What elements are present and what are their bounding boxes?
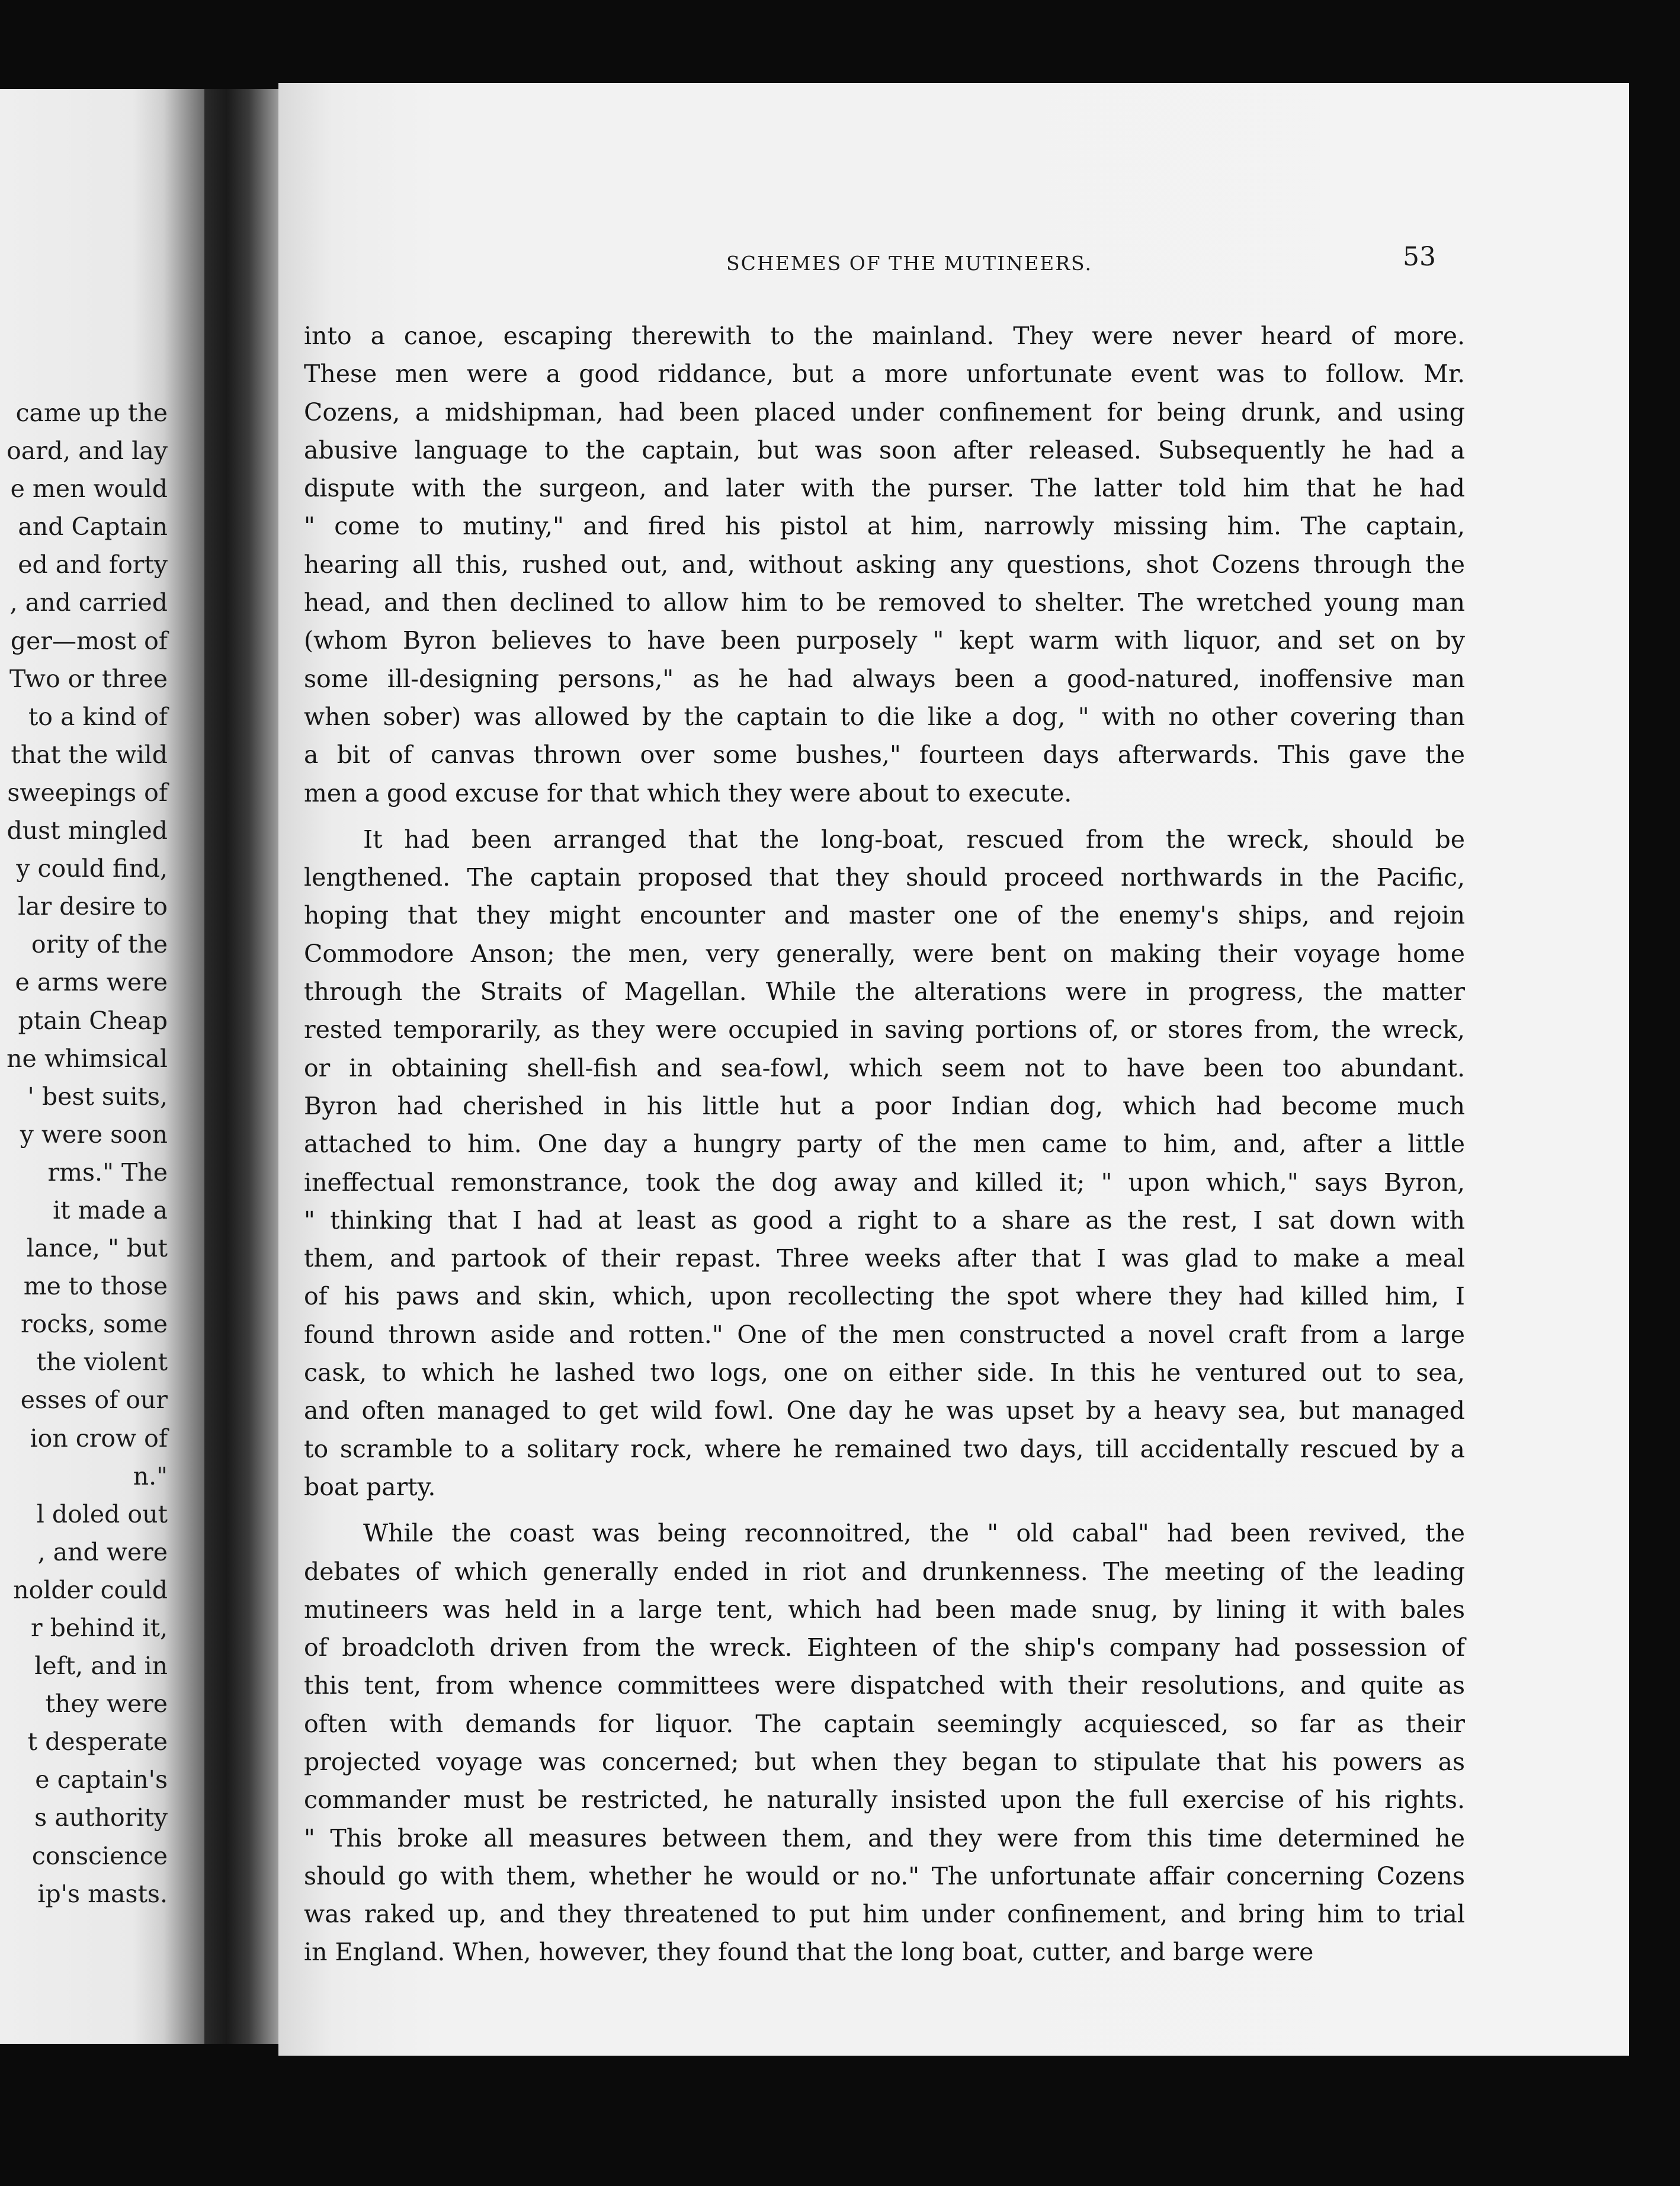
left-page-line: sweepings of xyxy=(7,778,168,807)
text-line: in England. When, however, they found that the long boat, cutter, and barge were xyxy=(304,1938,1314,1967)
left-page-line: ger—most of xyxy=(10,626,168,655)
text-line: some ill-designing persons," as he had always been a good-natured, inoffensive man xyxy=(304,664,1465,693)
left-page-line: y could find, xyxy=(16,854,168,883)
left-page-line: esses of our xyxy=(20,1386,168,1415)
left-page-line: they were xyxy=(45,1690,168,1719)
left-page-line: oard, and lay xyxy=(7,437,168,466)
left-page-line: n." xyxy=(133,1461,168,1491)
left-page-line: e captain's xyxy=(35,1765,168,1794)
text-line: this tent, from whence committees were dispatched with their resolutions, and quite as xyxy=(304,1671,1465,1700)
text-line: cask, to which he lashed two logs, one on either side. In this he ventured out to sea, xyxy=(304,1358,1465,1387)
left-page-line: s authority xyxy=(34,1803,168,1832)
text-line: attached to him. One day a hungry party of the men came to him, and, after a little xyxy=(304,1130,1465,1159)
text-line: debates of which generally ended in riot and drunkenness. The meeting of the leading xyxy=(304,1557,1465,1586)
left-page-line: that the wild xyxy=(11,740,168,769)
left-page-line: e men would xyxy=(10,475,168,504)
paragraph-gap xyxy=(304,1506,1465,1514)
left-page-line: rms." The xyxy=(47,1158,168,1187)
text-line: " come to mutiny," and fired his pistol at him, narrowly missing him. The captain, xyxy=(304,512,1465,541)
text-line: and often managed to get wild fowl. One day he was upset by a heavy sea, but managed xyxy=(304,1396,1465,1425)
left-page-line: left, and in xyxy=(34,1652,168,1681)
text-line: mutineers was held in a large tent, which had been made snug, by lining it with bales xyxy=(304,1595,1465,1624)
text-line: found thrown aside and rotten." One of the men constructed a novel craft from a large xyxy=(304,1320,1465,1349)
left-page-line: came up the xyxy=(15,399,168,427)
left-page-line: , and were xyxy=(37,1537,168,1566)
paragraph-gap xyxy=(304,812,1465,820)
text-line: It had been arranged that the long-boat, rescued from the wreck, should be xyxy=(363,825,1465,854)
left-page-line: ed and forty xyxy=(18,550,168,579)
text-line: men a good excuse for that which they were about to execute. xyxy=(304,778,1072,807)
text-line: hoping that they might encounter and master one of the enemy's ships, and rejoin xyxy=(304,901,1465,930)
left-page-line: it made a xyxy=(53,1195,168,1225)
left-page-line: conscience xyxy=(31,1841,168,1870)
text-line: was raked up, and they threatened to put him under confinement, and bring him to trial xyxy=(304,1900,1465,1929)
left-page-line: dust mingled xyxy=(7,816,168,845)
left-page-line: y were soon xyxy=(20,1120,168,1149)
text-line: Cozens, a midshipman, had been placed under confinement for being drunk, and using xyxy=(304,398,1465,427)
left-page-line: lar desire to xyxy=(18,892,168,921)
text-line: dispute with the surgeon, and later with the purser. The latter told him that he had xyxy=(304,474,1465,503)
left-page-text xyxy=(0,394,168,1913)
left-page-line: nolder could xyxy=(13,1575,168,1604)
text-line: These men were a good riddance, but a more unfortunate event was to follow. Mr. xyxy=(304,360,1465,389)
text-line: (whom Byron believes to have been purposely " kept warm with liquor, and set on by xyxy=(304,626,1465,655)
left-page-line: lance, " but xyxy=(26,1234,168,1263)
text-line: Commodore Anson; the men, very generally, were bent on making their voyage home xyxy=(304,939,1465,968)
text-line: when sober) was allowed by the captain to die like a dog, " with no other covering than xyxy=(304,702,1465,731)
text-line: boat party. xyxy=(304,1472,436,1501)
text-line: of his paws and skin, which, upon recollecting the spot where they had killed him, I xyxy=(304,1282,1465,1311)
page-number: 53 xyxy=(1403,242,1436,272)
paragraph xyxy=(304,820,1465,1506)
left-page-line: r behind it, xyxy=(31,1614,168,1642)
text-line: through the Straits of Magellan. While the alterations were in progress, the matter xyxy=(304,977,1465,1007)
left-page-line: t desperate xyxy=(27,1727,168,1757)
text-line: Byron had cherished in his little hut a poor Indian dog, which had become much xyxy=(304,1091,1465,1120)
left-page-line: and Captain xyxy=(18,512,168,541)
body-text xyxy=(304,317,1465,1972)
left-page-line: the violent xyxy=(36,1348,168,1377)
left-page-line: e arms were xyxy=(15,968,168,997)
left-page-line: to a kind of xyxy=(28,702,168,731)
paragraph xyxy=(304,317,1465,812)
left-page xyxy=(0,89,204,2044)
text-line: rested temporarily, as they were occupied in saving portions of, or stores from, the wreck, xyxy=(304,1015,1465,1044)
left-page-line: ptain Cheap xyxy=(18,1006,168,1035)
text-line: abusive language to the captain, but was soon after released. Subsequently he had a xyxy=(304,435,1465,464)
left-page-line: ion crow of xyxy=(30,1424,168,1453)
left-page-line: ne whimsical xyxy=(7,1044,168,1073)
text-line: them, and partook of their repast. Three weeks after that I was glad to make a meal xyxy=(304,1244,1465,1273)
paragraph xyxy=(304,1514,1465,1972)
text-line: commander must be restricted, he naturally insisted upon the full exercise of his rights. xyxy=(304,1786,1465,1815)
text-line: to scramble to a solitary rock, where he remained two days, till accidentally rescued by a xyxy=(304,1434,1465,1463)
text-line: " thinking that I had at least as good a right to a share as the rest, I sat down with xyxy=(304,1206,1465,1235)
text-line: " This broke all measures between them, and they were from this time determined he xyxy=(304,1823,1465,1852)
text-line: often with demands for liquor. The captain seemingly acquiesced, so far as their xyxy=(304,1709,1465,1738)
left-page-line: l doled out xyxy=(36,1499,168,1528)
left-page-line: rocks, some xyxy=(20,1310,168,1339)
text-line: or in obtaining shell-fish and sea-fowl, which seem not to have been too abundant. xyxy=(304,1053,1465,1082)
text-line: should go with them, whether he would or no." The unfortunate affair concerning Cozens xyxy=(304,1861,1465,1890)
running-head: SCHEMES OF THE MUTINEERS. xyxy=(726,252,1092,275)
text-line: lengthened. The captain proposed that they should proceed northwards in the Pacific, xyxy=(304,863,1465,892)
text-line: ineffectual remonstrance, took the dog away and killed it; " upon which," says Byron, xyxy=(304,1168,1465,1197)
text-line: into a canoe, escaping therewith to the mainland. They were never heard of more. xyxy=(304,322,1465,350)
left-page-line: me to those xyxy=(23,1272,168,1301)
left-page-line: ip's masts. xyxy=(37,1879,168,1908)
left-page-line: , and carried xyxy=(9,588,168,617)
text-line: While the coast was being reconnoitred, the " old cabal" had been revived, the xyxy=(363,1519,1465,1548)
left-page-line: ority of the xyxy=(31,930,168,959)
text-line: hearing all this, rushed out, and, without asking any questions, shot Cozens through the xyxy=(304,550,1465,579)
left-page-line: Two or three xyxy=(9,664,168,693)
text-line: a bit of canvas thrown over some bushes," fourteen days afterwards. This gave the xyxy=(304,741,1465,770)
left-page-line: ' best suits, xyxy=(27,1082,168,1111)
text-line: projected voyage was concerned; but when they began to stipulate that his powers as xyxy=(304,1747,1465,1776)
text-line: of broadcloth driven from the wreck. Eighteen of the ship's company had possession of xyxy=(304,1633,1465,1662)
text-line: head, and then declined to allow him to be removed to shelter. The wretched young man xyxy=(304,588,1465,617)
